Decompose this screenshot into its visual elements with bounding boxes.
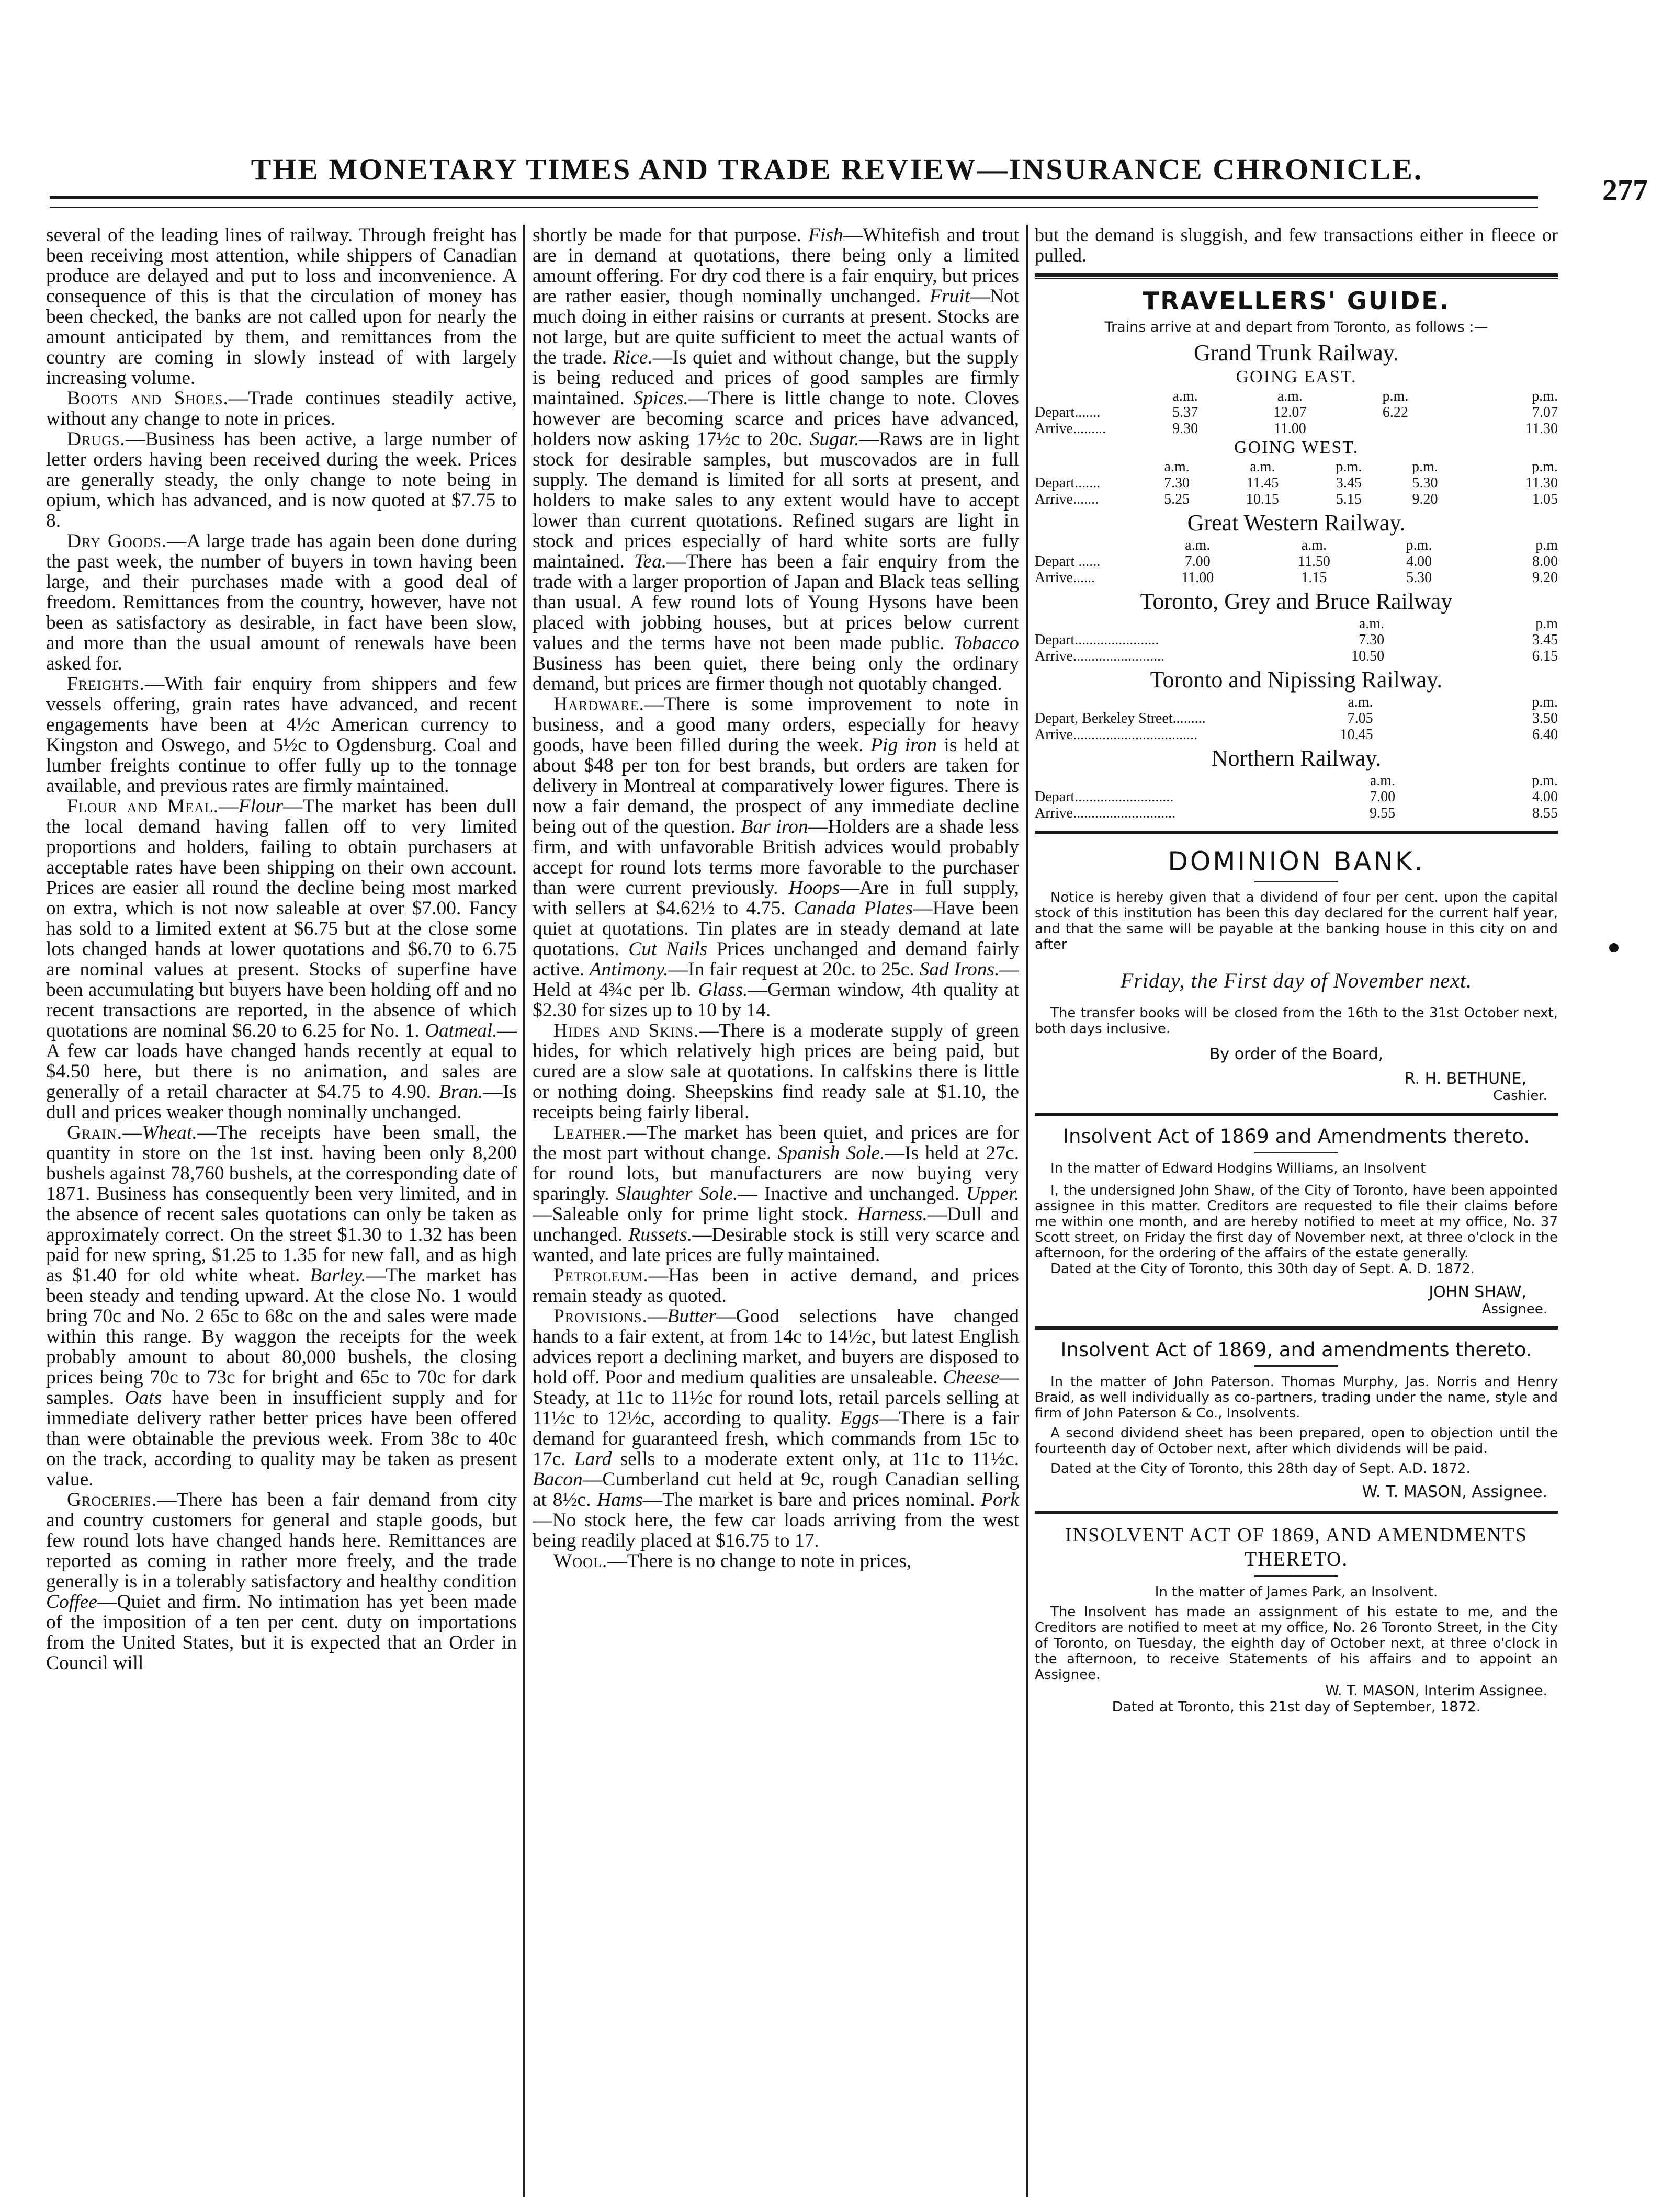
section-heading: Hardware.: [553, 694, 645, 715]
depart-label: Depart...........................: [1035, 789, 1174, 805]
pm-label: p.m.: [1412, 459, 1438, 475]
column-divider: [523, 225, 525, 2197]
section-heading: Wool.: [553, 1550, 608, 1572]
notice-wrap: [1035, 1584, 1558, 1683]
label-text: Arrive: [1035, 648, 1073, 664]
section-body: sells to a moderate extent only, at 11c to 11½c.: [612, 1448, 1019, 1470]
section-body: —Cumberland cut held at 9c, rough Canadian selling at 8½c.: [533, 1469, 1019, 1511]
pm-label: p.m: [1535, 616, 1558, 632]
masthead-rule-thin: [50, 207, 1538, 208]
section-heading: Petroleum.: [553, 1265, 649, 1286]
notice-title: Insolvent Act of 1869 and Amendments thereto.: [1063, 1125, 1530, 1148]
article-grain: Grain.—Wheat.—The receipts have been small, the quantity in store on the 1st inst. having been only 8,200 bushels against 78,760 bushels, at the corresponding date of 1871. Business has consequently been very limited, and in the absence of recent sales quotations can only be taken as approximately correct. On the street $1.30 to 1.32 has been paid for new spring, $1.25 to 1.35 for new fall, and as high as $1.40 for old white wheat. Barley.—The market has been steady and tending upward. At the close No. 1 would bring 70c and No. 2 65c to 68c on the and sales were made within this range. By waggon the receipts for the week probably amount to about 80,000 bushels, the closing prices being 70c to 73c for bright and 65c to 70c for dark samples. Oats have been in insufficient supply and for immediate delivery rather better prices have been offered than were obtainable the previous week. From 38c to 40c on the track, according to quality may be taken as present value.: [46, 1122, 517, 1490]
subheading: Harness.: [857, 1204, 928, 1225]
notice-body: The Insolvent has made an assignment of his estate to me, and the Creditors are notified to meet at my office, No. 26 Toronto Street, in the City of Toronto, on Tuesday, the eighth day of October next, at three o'clock in the afternoon, to receive Statements of his affairs and to appoint an Assignee.: [1035, 1604, 1558, 1683]
section-body: —Steady, at 11c to 11½c for round lots, retail parcels selling at 11½c to 12½c, according to quality.: [533, 1367, 1019, 1429]
subheading: Flour: [238, 796, 284, 817]
timetable-row: [1035, 404, 1558, 421]
order-line: By order of the Board,: [1209, 1045, 1384, 1063]
section-body: —Dull and unchanged.: [533, 1204, 1019, 1245]
section-body: —There is a fair demand for guaranteed fresh, which commands from 15c to 17c.: [533, 1408, 1019, 1470]
notice-dated: Dated at the City of Toronto, this 28th day of Sept. A.D. 1872.: [1050, 1461, 1471, 1477]
notice-title: Insolvent Act of 1869, and amendments thereto.: [1060, 1338, 1532, 1361]
time-cell: 6.15: [1532, 648, 1558, 664]
am-label: a.m.: [1277, 388, 1303, 404]
section-body: —The market has been dull the local demand having fallen off to very limited proportions and holders, failing to obtain purchasers at acceptable rates have been shipping on their own account. Prices are easier all round the decline being most marked on extra, which is not now saleable at over $7.00. Fancy has sold to a limited extent at $6.75 but at the close some lots changed hands at lower quotations and $6.70 to 6.75 are nominal values at present. Stocks of superfine have been accumulating but buyers have been holding off and no recent transactions are reported, in the absence of which quotations are nominal $6.20 to 6.25 for No. 1.: [46, 796, 517, 1041]
am-label: a.m.: [1164, 459, 1190, 475]
depart-label: Depart.......................: [1035, 632, 1159, 648]
travellers-guide: [1035, 287, 1558, 821]
short-rule: [1254, 881, 1338, 882]
subheading: Russets.: [628, 1224, 693, 1245]
section-body: —Raws are in light stock for desirable samples, but muscovados are in full supply. The demand is limited for all sorts at present, and holders to make sales to any extent would have to accept lower than current quotations. Refined sugars are light in stock and prices especially of hard white sorts are fully maintained.: [533, 428, 1019, 572]
notice-body-wrap: [1035, 890, 1558, 952]
section-body: Prices unchanged and demand fairly active.: [533, 938, 1019, 980]
time-cell: 4.00: [1532, 789, 1558, 805]
notice-body: A second dividend sheet has been prepared, open to objection until the fourteenth day of October next, after which dividends will be paid.: [1035, 1425, 1558, 1457]
subheading: Bar iron: [741, 816, 808, 837]
subheading: Spanish Sole.: [777, 1142, 885, 1164]
timetable-row: [1035, 570, 1558, 586]
short-rule: [1254, 1152, 1338, 1153]
timetable-header-row: [1035, 773, 1558, 789]
bank-title: DOMINION BANK.: [1168, 846, 1425, 877]
time-cell: 7.05: [1347, 710, 1373, 727]
section-body: —Trade continues steadily active, without any change to note in prices.: [46, 388, 517, 429]
label-text: Depart: [1035, 632, 1075, 648]
section-body: —Have been quiet at quotations. Tin plates are in steady demand at late quotations.: [533, 898, 1019, 960]
timetable-great-western: [1035, 537, 1558, 586]
subheading: Bacon: [533, 1469, 583, 1490]
time-cell: 7.30: [1164, 475, 1190, 491]
notice-matter: In the matter of John Paterson. Thomas Murphy, Jas. Norris and Henry Braid, as well individually as co-partners, trading under the name, style and firm of John Paterson & Co., Insolvents.: [1035, 1374, 1558, 1421]
section-body: —There is a moderate supply of green hides, for which relatively high prices are being paid, but cured are a slow sale at quotations. In calfskins there is little or nothing doing. Sheepskins find ready sale at $1.10, the receipts being fairly liberal.: [533, 1020, 1019, 1123]
pm-label: p.m: [1535, 537, 1558, 553]
transfer-wrap: [1035, 1005, 1558, 1037]
section-heading: Leather.: [553, 1122, 627, 1143]
time-cell: 9.30: [1172, 421, 1198, 437]
timetable-row: [1035, 421, 1558, 437]
section-body: —Good selections have changed hands to a fair extent, at from 14c to 14½c, but latest English advices report a declining market, and buyers are disposed to hold off. Poor and medium qualities are unsaleable.: [533, 1306, 1019, 1388]
section-heading: Drugs.: [67, 428, 126, 450]
subheading: Spices.: [633, 388, 688, 409]
section-body: —The market has been quiet, and prices are for the most part without change.: [533, 1122, 1019, 1164]
direction-label: GOING EAST.: [1236, 367, 1357, 387]
article-drugs: [46, 429, 517, 531]
depart-label: Depart, Berkeley Street.........: [1035, 710, 1206, 727]
time-cell: 5.30: [1406, 570, 1432, 586]
subheading: Tobacco: [953, 632, 1019, 654]
time-cell: 9.20: [1532, 570, 1558, 586]
label-text: Arrive: [1035, 421, 1073, 437]
section-heading: Provisions.: [553, 1306, 648, 1327]
pm-label: p.m.: [1532, 694, 1558, 710]
notice-dated: Dated at the City of Toronto, this 30th day of Sept. A. D. 1872.: [1050, 1261, 1475, 1277]
section-body: —Has been in active demand, and prices remain steady as quoted.: [533, 1265, 1019, 1307]
section-body: —Desirable stock is still very scarce and wanted, and late prices are fully maintained.: [533, 1224, 1019, 1266]
section-body: Business has been quiet, there being only the ordinary demand, but prices are firmer though not quotably changed.: [533, 653, 1019, 695]
label-text: Depart: [1035, 475, 1075, 491]
section-rule: [1035, 1113, 1558, 1116]
timetable-header-row: [1035, 694, 1558, 710]
signer-name: JOHN SHAW,: [1429, 1283, 1526, 1301]
timetable-row: [1035, 710, 1558, 727]
railway-name: Great Western Railway.: [1187, 510, 1406, 536]
timetable-toronto-nipissing: [1035, 694, 1558, 743]
subheading: Canada Plates: [794, 898, 913, 919]
subheading: Fruit: [930, 286, 970, 307]
label-text: Arrive: [1035, 491, 1073, 507]
timetable-row: [1035, 727, 1558, 743]
label-text: Arrive: [1035, 805, 1073, 821]
section-body: —The market has been steady and tending upward. At the close No. 1 would bring 70c and No. 2 65c to 68c on the and sales were made within this range. By waggon the receipts for the week probably amount to about 80,000 bushels, the closing prices being 70c to 73c for bright and 65c to 70c for dark samples.: [46, 1265, 517, 1409]
time-cell: 12.07: [1273, 404, 1307, 421]
time-cell: 7.07: [1532, 404, 1558, 421]
section-body: —With fair enquiry from shippers and few vessels offering, grain rates have advanced, and recent engagements have been at 4½c American currency to Kingston and Oswego, and 5½c to Ogdensburg. Coal and lumber freights continue to offer fully up to the tonnage available, and previous rates are firmly maintained.: [46, 673, 517, 797]
section-body: —Saleable only for prime light stock.: [533, 1204, 849, 1225]
article-hides-skins: [533, 1020, 1019, 1122]
section-body: — Inactive and unchanged.: [738, 1183, 959, 1205]
section-body: —There is some improvement to note in business, and a good many orders, especially for heavy goods, have been filled during the week.: [533, 694, 1019, 756]
timetable-row: [1035, 553, 1558, 570]
section-body: —In fair request at 20c. to 25c.: [668, 959, 914, 980]
section-heading: Groceries.: [67, 1489, 157, 1511]
article-flour-meal: Flour and Meal.—Flour—The market has been dull the local demand having fallen off to very limited proportions and holders, failing to obtain purchasers at acceptable rates have been shipping on their own account. Prices are easier all round the decline being most marked on extra, which is not now saleable at over $7.00. Fancy has sold to a limited extent at $6.75 but at the close some lots changed hands at lower quotations and $6.70 to 6.75 are nominal values at present. Stocks of superfine have been accumulating but buyers have been holding off and no recent transactions are reported, in the absence of which quotations are nominal $6.20 to 6.25 for No. 1. Oatmeal.—A few car loads have changed hands recently at equal to $4.50 here, but there is no animation, and sales are generally of a retail character at $4.75 to 4.90. Bran.—Is dull and prices weaker though nominally unchanged.: [46, 796, 517, 1123]
time-cell: 5.25: [1164, 491, 1190, 507]
article-leather: [533, 1122, 1019, 1265]
section-body: —The market is bare and prices nominal.: [642, 1489, 975, 1511]
subheading: Barley.: [310, 1265, 366, 1286]
section-body: —A few car loads have changed hands recently at equal to $4.50 here, but there is no animation, and sales are generally of a retail character at $4.75 to 4.90.: [46, 1020, 517, 1103]
timetable-toronto-grey-bruce: [1035, 616, 1558, 664]
article-freights: [46, 674, 517, 796]
masthead-rule: [50, 196, 1538, 199]
time-cell: 5.15: [1336, 491, 1362, 507]
subheading: Butter: [667, 1306, 717, 1327]
subheading: Pig iron: [870, 734, 937, 756]
timetable-row: [1035, 491, 1558, 507]
section-rule: [1035, 1511, 1558, 1514]
time-cell: 1.15: [1301, 570, 1327, 586]
section-body: —No stock here, the few car loads arriving from the west being readily placed at $16.75 to 17.: [533, 1510, 1019, 1551]
signer-name: R. H. BETHUNE,: [1404, 1070, 1526, 1088]
timetable-grand-trunk-east: [1035, 388, 1558, 437]
section-body: —Held at 4¾c per lb.: [533, 959, 1019, 1001]
notice-matter: In the matter of Edward Hodgins Williams, an Insolvent: [1050, 1161, 1426, 1176]
subheading: Antimony.: [589, 959, 669, 980]
time-cell: 11.00: [1273, 421, 1306, 437]
section-rule: [1035, 1326, 1558, 1330]
article-wool: [533, 1551, 1019, 1571]
subheading: Cut Nails: [628, 938, 708, 960]
subheading: Sad Irons.: [919, 959, 1000, 980]
article-provisions: Provisions.—Butter—Good selections have changed hands to a fair extent, at from 14c to 14½c, but latest English advices report a declining market, and buyers are disposed to hold off. Poor and medium qualities are unsaleable. Cheese—Steady, at 11c to 11½c for round lots, retail parcels selling at 11½c to 12½c, according to quality. Eggs—There is a fair demand for guaranteed fresh, which commands from 15c to 17c. Lard sells to a moderate extent only, at 11c to 11½c. Bacon—Cumberland cut held at 9c, rough Canadian selling at 8½c. Hams—The market is bare and prices nominal. Pork —No stock here, the few car loads arriving from the west being readily placed at $16.75 to 17.: [533, 1306, 1019, 1551]
section-rule: [1035, 831, 1558, 834]
article-wool-cont: but the demand is sluggish, and few transactions either in fleece or pulled.: [1035, 225, 1558, 266]
time-cell: 8.55: [1532, 805, 1558, 821]
pm-label: p.m.: [1532, 459, 1558, 475]
time-cell: 10.45: [1340, 727, 1373, 743]
timetable-grand-trunk-west: [1035, 459, 1558, 507]
arrive-label: Arrive......: [1035, 570, 1095, 586]
timetable-header-row: [1035, 537, 1558, 553]
time-cell: 11.00: [1181, 570, 1214, 586]
masthead: [0, 141, 1674, 207]
depart-label: Depart ......: [1035, 553, 1101, 570]
time-cell: 9.55: [1370, 805, 1396, 821]
time-cell: 9.20: [1412, 491, 1438, 507]
pm-label: p.m.: [1336, 459, 1362, 475]
insolvent-notice-williams: [1035, 1126, 1558, 1317]
section-heading: Flour and Meal.: [67, 796, 219, 817]
arrive-label: Arrive..................................: [1035, 727, 1198, 743]
section-body: —German window, 4th quality at $2.30 for sizes up to 10 by 14.: [533, 979, 1019, 1021]
notice-matter: In the matter of James Park, an Insolvent.: [1155, 1584, 1438, 1600]
section-heading: Boots and Shoes.: [67, 388, 229, 409]
article-groceries-cont: [533, 225, 1019, 694]
notice-title: INSOLVENT ACT OF 1869, AND AMENDMENTS THERETO.: [1065, 1524, 1528, 1570]
time-cell: 11.50: [1297, 553, 1330, 570]
payment-date: Friday, the First day of November next.: [1120, 969, 1473, 992]
notice-body: Notice is hereby given that a dividend of four per cent. upon the capital stock of this institution has been this day declared for the current half year, and that the same will be payable at the banking house in this city on and after: [1035, 890, 1558, 952]
section-body: —Is quiet and without change, but the supply is being reduced and prices of good samples are firmly maintained.: [533, 347, 1019, 409]
label-text: Depart, Berkeley Street: [1035, 710, 1173, 727]
subheading: Pork: [981, 1489, 1019, 1511]
pm-label: p.m.: [1382, 388, 1409, 404]
time-cell: 10.15: [1246, 491, 1279, 507]
label-text: Depart: [1035, 789, 1075, 805]
notice-dated: Dated at Toronto, this 21st day of September, 1872.: [1112, 1699, 1481, 1715]
railway-name: Toronto, Grey and Bruce Railway: [1140, 588, 1453, 614]
arrive-label: Arrive.........: [1035, 421, 1106, 437]
time-cell: 7.00: [1370, 789, 1396, 805]
section-body: —There has been a fair demand from city and country customers for general and staple goods, but few round lots have changed hands here. Remittances are reported as coming in rather more freely, and the trade generally is in a tolerably satisfactory and healthy condition: [46, 1489, 517, 1592]
subheading: Oatmeal.: [424, 1020, 497, 1041]
time-cell: 8.00: [1532, 553, 1558, 570]
time-cell: 7.30: [1359, 632, 1385, 648]
subheading: Wheat.: [142, 1122, 197, 1143]
notice-wrap: [1035, 1374, 1558, 1477]
notice-body: I, the undersigned John Shaw, of the City of Toronto, have been appointed assignee in this matter. Creditors are requested to file their claims before me within one month, and are hereby notified to meet at my office, No. 37 Scott street, on Friday the first day of November next, at three o'clock in the afternoon, for the ordering of the affairs of the estate generally.: [1035, 1183, 1558, 1261]
timetable-northern: [1035, 773, 1558, 821]
subheading: Cheese: [943, 1367, 1000, 1388]
time-cell: 11.30: [1525, 475, 1558, 491]
section-body: —Quiet and firm. No intimation has yet been made of the imposition of a ten per cent. duty on importations from the United States, but it is expected that an Order in Council will: [46, 1591, 517, 1674]
subheading: Fish: [808, 225, 843, 246]
article-hardware: [533, 694, 1019, 1020]
section-body: —There is little change to note. Cloves however are becoming scarce and prices have advanced, holders now asking 17½c to 20c.: [533, 388, 1019, 450]
article-boots-shoes: [46, 388, 517, 429]
section-rule: [1035, 273, 1558, 277]
page-title: THE MONETARY TIMES AND TRADE REVIEW—INSURANCE CHRONICLE.: [251, 152, 1423, 186]
signer-name: W. T. MASON, Assignee.: [1362, 1483, 1547, 1501]
article-dry-goods: [46, 531, 517, 674]
insolvent-notice-paterson: [1035, 1339, 1558, 1501]
am-label: a.m.: [1185, 537, 1211, 553]
pm-label: p.m.: [1532, 773, 1558, 789]
timetable-header-row: [1035, 616, 1558, 632]
section-body: —There has been a fair enquiry from the trade with a larger proportion of Japan and Black teas selling than usual. A few round lots of Young Hysons have been placed with jobbing houses, but at prices below current values and the terms have not been made public.: [533, 551, 1019, 654]
label-text: Depart: [1035, 404, 1075, 421]
insolvent-notice-park: [1035, 1523, 1558, 1715]
arrive-label: Arrive............................: [1035, 805, 1176, 821]
signer-name: W. T. MASON, Interim Assignee.: [1325, 1683, 1547, 1699]
margin-dot: [1609, 943, 1619, 952]
time-cell: 3.45: [1532, 632, 1558, 648]
label-text: Arrive: [1035, 570, 1073, 586]
time-cell: 4.00: [1406, 553, 1432, 570]
am-label: a.m.: [1250, 459, 1275, 475]
arrive-label: Arrive.......: [1035, 491, 1099, 507]
am-label: a.m.: [1359, 616, 1385, 632]
section-body: have been in insufficient supply and for immediate delivery rather better prices have been offered than were obtainable the previous week. From 38c to 40c on the track, according to quality may be taken as present value.: [46, 1387, 517, 1490]
subheading: Oats: [125, 1387, 162, 1409]
section-body: —Holders are a shade less firm, and with unfavorable British advices would probably accept for round lots terms more favorable to the purchaser than were current previously.: [533, 816, 1019, 899]
article-railway-paragraph: several of the leading lines of railway. Through freight has been receiving most attention, while shippers of Canadian produce are delayed and put to loss and inconvenience. A consequence of this is that the circulation of money has been checked, the banks are not called upon for nearly the amount anticipated by them, and remittances from the country are coming in slowly instead of with largely increasing volume.: [46, 225, 517, 389]
pm-label: p.m.: [1532, 388, 1558, 404]
short-rule: [1254, 1365, 1338, 1367]
transfer-notice: The transfer books will be closed from the 16th to the 31st October next, both days inclusive.: [1035, 1005, 1558, 1037]
column-2: [533, 225, 1019, 2197]
time-cell: 3.45: [1336, 475, 1362, 491]
label-text: Depart: [1035, 553, 1075, 570]
section-body: —Business has been active, a large number of letter orders having been received during the week. Prices are generally steady, the only change to note being in opium, which has advanced, and is now quoted at $7.75 to 8.: [46, 428, 517, 531]
time-cell: 10.50: [1351, 648, 1385, 664]
section-body: —Are in full supply, with sellers at $4.62½ to 4.75.: [533, 877, 1019, 919]
section-body: —Not much doing in either raisins or currants at present. Stocks are not large, but are quite sufficient to meet the actual wants of the trade.: [533, 286, 1019, 368]
subheading: Coffee: [46, 1591, 97, 1613]
section-rule-thin: [1035, 278, 1558, 279]
time-cell: 3.50: [1532, 710, 1558, 727]
short-rule: [1254, 1575, 1338, 1577]
time-cell: 11.45: [1246, 475, 1279, 491]
time-cell: 5.37: [1172, 404, 1198, 421]
timetable-row: [1035, 789, 1558, 805]
signer-role: Cashier.: [1493, 1088, 1547, 1104]
column-divider: [1026, 225, 1028, 2197]
time-cell: 7.00: [1184, 553, 1211, 570]
subheading: Eggs: [840, 1408, 879, 1429]
timetable-header-row: [1035, 388, 1558, 404]
railway-name: Toronto and Nipissing Railway.: [1150, 667, 1443, 693]
time-cell: 5.30: [1412, 475, 1438, 491]
am-label: a.m.: [1370, 773, 1396, 789]
railway-name: Northern Railway.: [1211, 745, 1382, 771]
section-heading: Grain.: [67, 1122, 123, 1143]
section-heading: Dry Goods.: [67, 530, 167, 552]
am-label: a.m.: [1172, 388, 1198, 404]
time-cell: [1349, 421, 1442, 437]
guide-subtitle: Trains arrive at and depart from Toronto, as follows :—: [1104, 319, 1488, 335]
subheading: Slaughter Sole.: [616, 1183, 738, 1205]
subheading: Upper.: [966, 1183, 1019, 1205]
am-label: a.m.: [1348, 694, 1373, 710]
guide-title: TRAVELLERS' GUIDE.: [1142, 287, 1451, 315]
subheading: Bran.: [439, 1081, 483, 1103]
subheading: Glass.: [698, 979, 748, 1001]
label-text: Arrive: [1035, 727, 1073, 743]
subheading: Tea.: [634, 551, 667, 572]
section-heading: Hides and Skins.: [553, 1020, 699, 1041]
notice-wrap: [1035, 1161, 1558, 1277]
time-cell: 6.22: [1382, 404, 1408, 421]
section-body: —Is dull and prices weaker though nominally unchanged.: [46, 1081, 517, 1123]
time-cell: 1.05: [1532, 491, 1558, 507]
subheading: Rice.: [613, 347, 653, 368]
column-3: [1035, 225, 1558, 2197]
railway-name: Grand Trunk Railway.: [1194, 340, 1399, 366]
column-1: [46, 225, 517, 2197]
section-body: —Whitefish and trout are in demand at quotations, there being only a limited amount offering. For dry cod there is a fair enquiry, but prices are rather easier, though nominally unchanged.: [533, 225, 1019, 307]
pm-label: p.m.: [1406, 537, 1432, 553]
time-cell: 11.30: [1525, 421, 1558, 437]
depart-label: Depart.......: [1035, 475, 1101, 491]
subheading: Hoops: [788, 877, 840, 899]
subheading: Sugar.: [809, 428, 859, 450]
am-label: a.m.: [1301, 537, 1327, 553]
direction-label: GOING WEST.: [1234, 438, 1359, 457]
timetable-row: [1035, 632, 1558, 648]
article-petroleum: [533, 1265, 1019, 1306]
timetable-header-row: [1035, 459, 1558, 475]
dominion-bank-notice: [1035, 846, 1558, 1104]
subheading: Hams: [597, 1489, 643, 1511]
section-heading: Freights.: [67, 673, 145, 695]
section-body: —A large trade has again been done during the past week, the number of buyers in town having been large, and their purchases made with a good deal of freedom. Remittances from the country, however, have not been as satisfactory as desirable, in fact have been slow, and more than the usual amount of renewals have been asked for.: [46, 530, 517, 674]
signer-role: Assignee.: [1481, 1301, 1547, 1317]
section-body: shortly be made for that purpose.: [533, 225, 801, 246]
page-number: 277: [1602, 173, 1648, 207]
timetable-row: [1035, 475, 1558, 491]
time-cell: 6.40: [1532, 727, 1558, 743]
arrive-label: Arrive.........................: [1035, 648, 1165, 664]
section-body: is held at about $48 per ton for best brands, but orders are taken for delivery in Montreal at comparatively lower figures. There is now a fair demand, the prospect of any immediate decline being out of the question.: [533, 734, 1019, 837]
section-body: —The receipts have been small, the quantity in store on the 1st inst. having been only 8,200 bushels against 78,760 bushels, at the corresponding date of 1871. Business has consequently been very limited, and in the absence of recent sales quotations can only be taken as approximately correct. On the street $1.30 to 1.32 has been paid for new spring, $1.25 to 1.35 for new fall, and as high as $1.40 for old white wheat.: [46, 1122, 517, 1286]
depart-label: Depart.......: [1035, 404, 1101, 421]
section-body: —Is held at 27c. for round lots, but manufacturers are now buying very sparingly.: [533, 1142, 1019, 1205]
subheading: Lard: [574, 1448, 612, 1470]
article-groceries: [46, 1490, 517, 1673]
section-body: —There is no change to note in prices,: [607, 1550, 912, 1572]
timetable-row: [1035, 648, 1558, 664]
timetable-row: [1035, 805, 1558, 821]
